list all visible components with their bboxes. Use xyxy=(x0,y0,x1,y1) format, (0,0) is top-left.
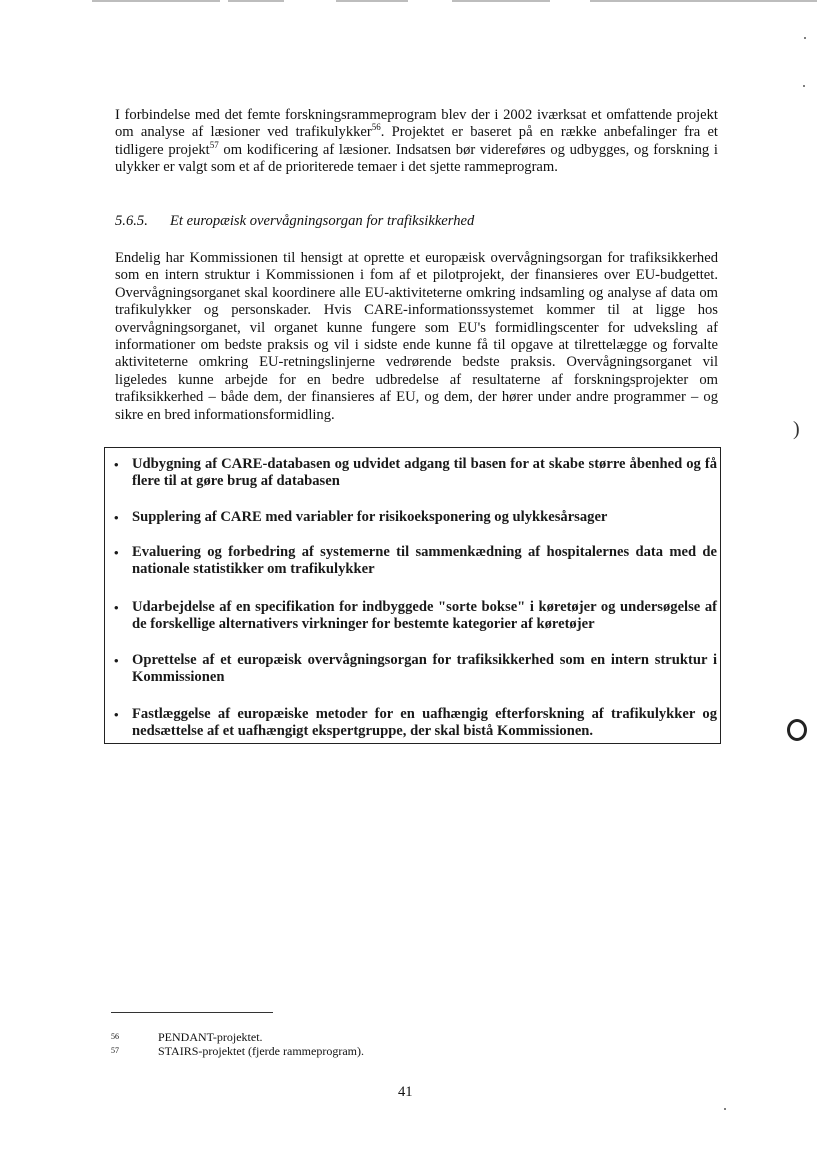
footnote-text: PENDANT-projektet. xyxy=(158,1030,263,1044)
page-number: 41 xyxy=(398,1084,413,1100)
list-item xyxy=(105,599,717,633)
list-item xyxy=(105,706,717,740)
section-paragraph: Endelig har Kommissionen til hensigt at oprette et europæisk overvågningsorgan for trafiksikkerhed som en intern struktur i Kommissionen i fom af et pilotprojekt, der finansieres over EU-budgettet. Overvågningsorganet skal koordinere alle EU-aktiviteterne omkring indsamling og analyse af data om trafikulykker og personskader. Hvis CARE-informationssystemet kommer til at ligge hos overvågningsorganet, vil organet kunne fungere som EU's formidlingscenter for udveksling af informationer om bedste praksis og vil i sidste ende kunne få til opgave at tilrettelægge og forvalte aktiviteterne omkring EU-retningslinjerne vedrørende bedste praksis. Overvågningsorganet vil ligeledes kunne arbejde for en bedre udbredelse af resultaterne af forskningsprojekter om trafiksikkerhed – både dem, der finansieres af EU, og dem, der hører under andre programmer – og sikre en bred informationsformidling. xyxy=(115,250,718,423)
scan-speck xyxy=(803,85,805,87)
intro-text-part-3: om kodificering af læsioner. Indsatsen bør videreføres og udbygges, og forskning i ulykker er valgt som et af de prioriterede temaer i det sjette rammeprogram. xyxy=(115,141,718,176)
list-item-text: Fastlæggelse af europæiske metoder for en uafhængig efterforskning af trafikulykker og nedsættelse af et uafhængigt ekspertgruppe, der skal bistå Kommissionen. xyxy=(132,706,717,739)
list-item xyxy=(105,456,717,490)
scan-artifact-line xyxy=(92,0,220,2)
list-item xyxy=(105,509,717,526)
bullet-icon: • xyxy=(114,510,119,525)
margin-circle-mark xyxy=(787,719,807,741)
footnote-text: STAIRS-projektet (fjerde rammeprogram). xyxy=(158,1044,364,1058)
bullet-icon: • xyxy=(114,600,119,615)
scan-artifact-line xyxy=(452,0,550,2)
intro-text-part-2: . Projektet er baseret på en række anbefalinger fra et tidligere projekt xyxy=(115,124,718,158)
list-item xyxy=(105,652,717,686)
scan-artifact-line xyxy=(228,0,284,2)
bullet-icon: • xyxy=(114,707,119,722)
bullet-icon: • xyxy=(114,653,119,668)
scan-artifact-line xyxy=(336,0,408,2)
footnote-ref-57[interactable]: 57 xyxy=(209,139,219,150)
footnote-56 xyxy=(111,1030,263,1044)
footnote-number: 57 xyxy=(111,1046,119,1055)
bullet-icon: • xyxy=(114,457,119,472)
footnote-separator xyxy=(111,1012,273,1013)
list-item-text: Udarbejdelse af en specifikation for indbyggede "sorte bokse" i køretøjer og undersøgelse af de forskellige alternativers virkninger for bestemte kategorier af køretøjer xyxy=(132,599,717,632)
footnote-number: 56 xyxy=(111,1032,119,1041)
margin-mark: ) xyxy=(793,418,800,440)
footnote-ref-56[interactable]: 56 xyxy=(371,122,381,133)
list-item-text: Evaluering og forbedring af systemerne til sammenkædning af hospitalernes data med de nationale statistikker om trafikulykker xyxy=(132,544,717,577)
section-title: Et europæisk overvågningsorgan for trafiksikkerhed xyxy=(170,213,475,229)
scan-speck xyxy=(804,37,806,39)
list-item xyxy=(105,544,717,578)
bullet-icon: • xyxy=(114,545,119,560)
list-item-text: Udbygning af CARE-databasen og udvidet adgang til basen for at skabe større åbenhed og få flere til at gøre brug af databasen xyxy=(132,456,717,489)
list-item-text: Oprettelse af et europæisk overvågningsorgan for trafiksikkerhed som en intern struktur i Kommissionen xyxy=(132,652,717,685)
measures-box xyxy=(104,447,721,744)
section-number: 5.6.5. xyxy=(115,213,148,229)
scan-speck xyxy=(724,1108,726,1110)
intro-paragraph xyxy=(115,107,718,177)
intro-text-part-1: I forbindelse med det femte forskningsrammeprogram blev der i 2002 iværksat et omfattende projekt om analyse af læsioner ved trafikulykker xyxy=(115,107,718,141)
footnote-57 xyxy=(111,1044,364,1058)
section-heading xyxy=(115,213,474,230)
list-item-text: Supplering af CARE med variabler for risikoeksponering og ulykkesårsager xyxy=(132,509,608,525)
scan-artifact-line xyxy=(590,0,817,2)
